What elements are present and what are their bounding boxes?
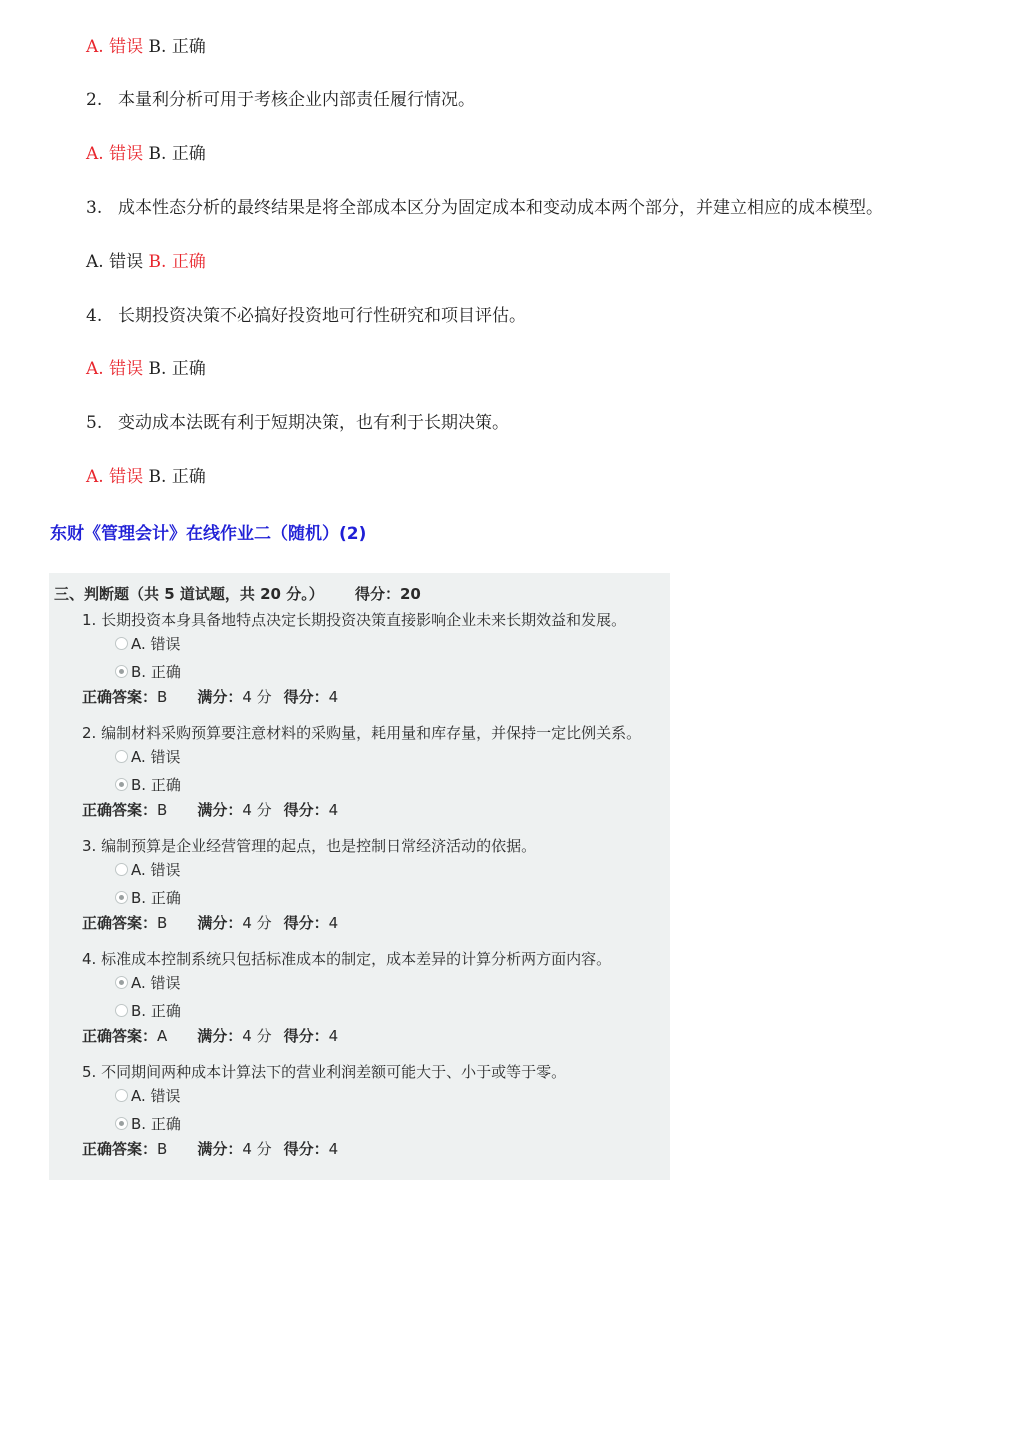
correct-value: B bbox=[157, 914, 168, 932]
score-label: 得分： bbox=[283, 1140, 329, 1158]
radio-selected-icon[interactable] bbox=[115, 976, 128, 989]
option-a-text: 错误 bbox=[109, 467, 144, 487]
panel-q1-option-b[interactable] bbox=[115, 661, 181, 682]
panel-question-1: 1. 长期投资本身具备地特点决定长期投资决策直接影响企业未来长期效益和发展。 bbox=[82, 611, 627, 629]
radio-selected-icon[interactable] bbox=[115, 778, 128, 791]
option-b-text: 正确 bbox=[171, 252, 206, 272]
panel-q1-option-a[interactable] bbox=[115, 633, 181, 654]
option-b-label: B. bbox=[148, 144, 167, 164]
quiz-panel bbox=[49, 573, 670, 1180]
full-value: 4 分 bbox=[242, 1027, 272, 1045]
option-a-text: 错误 bbox=[109, 144, 144, 164]
question-number: 3. bbox=[86, 198, 103, 218]
correct-label: 正确答案： bbox=[82, 688, 158, 706]
full-label: 满分： bbox=[197, 914, 243, 932]
option-a-text: 错误 bbox=[109, 359, 144, 379]
option-label: B. 正确 bbox=[131, 776, 181, 794]
radio-selected-icon[interactable] bbox=[115, 665, 128, 678]
answer-line-2 bbox=[86, 143, 206, 165]
radio-icon[interactable] bbox=[115, 863, 128, 876]
option-b-label: B. bbox=[148, 37, 167, 57]
option-b-text: 正确 bbox=[171, 37, 206, 57]
panel-question-5: 5. 不同期间两种成本计算法下的营业利润差额可能大于、小于或等于零。 bbox=[82, 1063, 567, 1081]
panel-q2-option-a[interactable] bbox=[115, 746, 181, 767]
correct-label: 正确答案： bbox=[82, 1140, 158, 1158]
option-label: A. 错误 bbox=[131, 974, 181, 992]
panel-q3-option-a[interactable] bbox=[115, 859, 181, 880]
option-b-label: B. bbox=[148, 359, 167, 379]
score-label: 得分： bbox=[283, 1027, 329, 1045]
question-3 bbox=[86, 197, 883, 219]
radio-selected-icon[interactable] bbox=[115, 891, 128, 904]
score-value: 4 bbox=[328, 1027, 339, 1045]
answer-line-3 bbox=[86, 251, 206, 273]
correct-value: B bbox=[157, 688, 168, 706]
correct-value: B bbox=[157, 1140, 168, 1158]
panel-q4-result bbox=[82, 1025, 338, 1046]
option-a-label: A. bbox=[86, 37, 104, 57]
option-label: A. 错误 bbox=[131, 635, 181, 653]
panel-q2-result bbox=[82, 799, 338, 820]
option-b-label: B. bbox=[148, 252, 167, 272]
panel-q2-option-b[interactable] bbox=[115, 774, 181, 795]
panel-q5-option-b[interactable] bbox=[115, 1113, 181, 1134]
option-label: B. 正确 bbox=[131, 889, 181, 907]
full-value: 4 分 bbox=[242, 801, 272, 819]
panel-q5-result bbox=[82, 1138, 338, 1159]
option-label: A. 错误 bbox=[131, 1087, 181, 1105]
answer-line-1 bbox=[86, 36, 206, 58]
question-number: 2. bbox=[86, 90, 103, 110]
panel-q4-option-b[interactable] bbox=[115, 1000, 181, 1021]
panel-header-text: 三、判断题（共 5 道试题，共 20 分。） bbox=[54, 585, 324, 603]
correct-value: B bbox=[157, 801, 168, 819]
full-label: 满分： bbox=[197, 1140, 243, 1158]
panel-question-3: 3. 编制预算是企业经营管理的起点，也是控制日常经济活动的依据。 bbox=[82, 837, 537, 855]
full-value: 4 分 bbox=[242, 688, 272, 706]
option-label: B. 正确 bbox=[131, 663, 181, 681]
full-value: 4 分 bbox=[242, 1140, 272, 1158]
full-label: 满分： bbox=[197, 1027, 243, 1045]
panel-q4-option-a[interactable] bbox=[115, 972, 181, 993]
option-b-label: B. bbox=[148, 467, 167, 487]
radio-icon[interactable] bbox=[115, 750, 128, 763]
panel-q3-result bbox=[82, 912, 338, 933]
answer-line-5 bbox=[86, 466, 206, 488]
panel-q3-option-b[interactable] bbox=[115, 887, 181, 908]
full-label: 满分： bbox=[197, 801, 243, 819]
question-text: 本量利分析可用于考核企业内部责任履行情况。 bbox=[118, 90, 475, 110]
option-a-text: 错误 bbox=[109, 37, 144, 57]
score-value: 4 bbox=[328, 688, 339, 706]
section-title: 东财《管理会计》在线作业二（随机）(2) bbox=[50, 524, 367, 544]
question-5 bbox=[86, 412, 509, 434]
score-value: 4 bbox=[328, 1140, 339, 1158]
option-b-text: 正确 bbox=[171, 467, 206, 487]
option-label: A. 错误 bbox=[131, 861, 181, 879]
full-value: 4 分 bbox=[242, 914, 272, 932]
radio-selected-icon[interactable] bbox=[115, 1117, 128, 1130]
answer-line-4 bbox=[86, 358, 206, 380]
option-a-label: A. bbox=[86, 144, 104, 164]
score-label: 得分： bbox=[283, 914, 329, 932]
option-a-label: A. bbox=[86, 467, 104, 487]
question-4 bbox=[86, 305, 526, 327]
panel-score: 得分：20 bbox=[354, 585, 421, 603]
score-value: 4 bbox=[328, 801, 339, 819]
correct-label: 正确答案： bbox=[82, 1027, 158, 1045]
question-2 bbox=[86, 89, 475, 111]
panel-q1-result bbox=[82, 686, 338, 707]
correct-label: 正确答案： bbox=[82, 914, 158, 932]
question-number: 5. bbox=[86, 413, 103, 433]
panel-question-4: 4. 标准成本控制系统只包括标准成本的制定，成本差异的计算分析两方面内容。 bbox=[82, 950, 612, 968]
radio-icon[interactable] bbox=[115, 1089, 128, 1102]
option-a-label: A. bbox=[86, 359, 104, 379]
panel-q5-option-a[interactable] bbox=[115, 1085, 181, 1106]
radio-icon[interactable] bbox=[115, 1004, 128, 1017]
score-label: 得分： bbox=[283, 801, 329, 819]
option-b-text: 正确 bbox=[171, 144, 206, 164]
option-label: A. 错误 bbox=[131, 748, 181, 766]
question-text: 长期投资决策不必搞好投资地可行性研究和项目评估。 bbox=[118, 306, 526, 326]
option-a-label: A. bbox=[86, 252, 104, 272]
score-label: 得分： bbox=[283, 688, 329, 706]
radio-icon[interactable] bbox=[115, 637, 128, 650]
full-label: 满分： bbox=[197, 688, 243, 706]
panel-header bbox=[54, 583, 421, 604]
question-text: 成本性态分析的最终结果是将全部成本区分为固定成本和变动成本两个部分，并建立相应的成本模型。 bbox=[118, 198, 883, 218]
panel-question-2: 2. 编制材料采购预算要注意材料的采购量，耗用量和库存量，并保持一定比例关系。 bbox=[82, 724, 642, 742]
option-label: B. 正确 bbox=[131, 1115, 181, 1133]
question-text: 变动成本法既有利于短期决策，也有利于长期决策。 bbox=[118, 413, 509, 433]
question-number: 4. bbox=[86, 306, 103, 326]
correct-label: 正确答案： bbox=[82, 801, 158, 819]
option-b-text: 正确 bbox=[171, 359, 206, 379]
score-value: 4 bbox=[328, 914, 339, 932]
option-label: B. 正确 bbox=[131, 1002, 181, 1020]
correct-value: A bbox=[157, 1027, 168, 1045]
option-a-text: 错误 bbox=[109, 252, 144, 272]
